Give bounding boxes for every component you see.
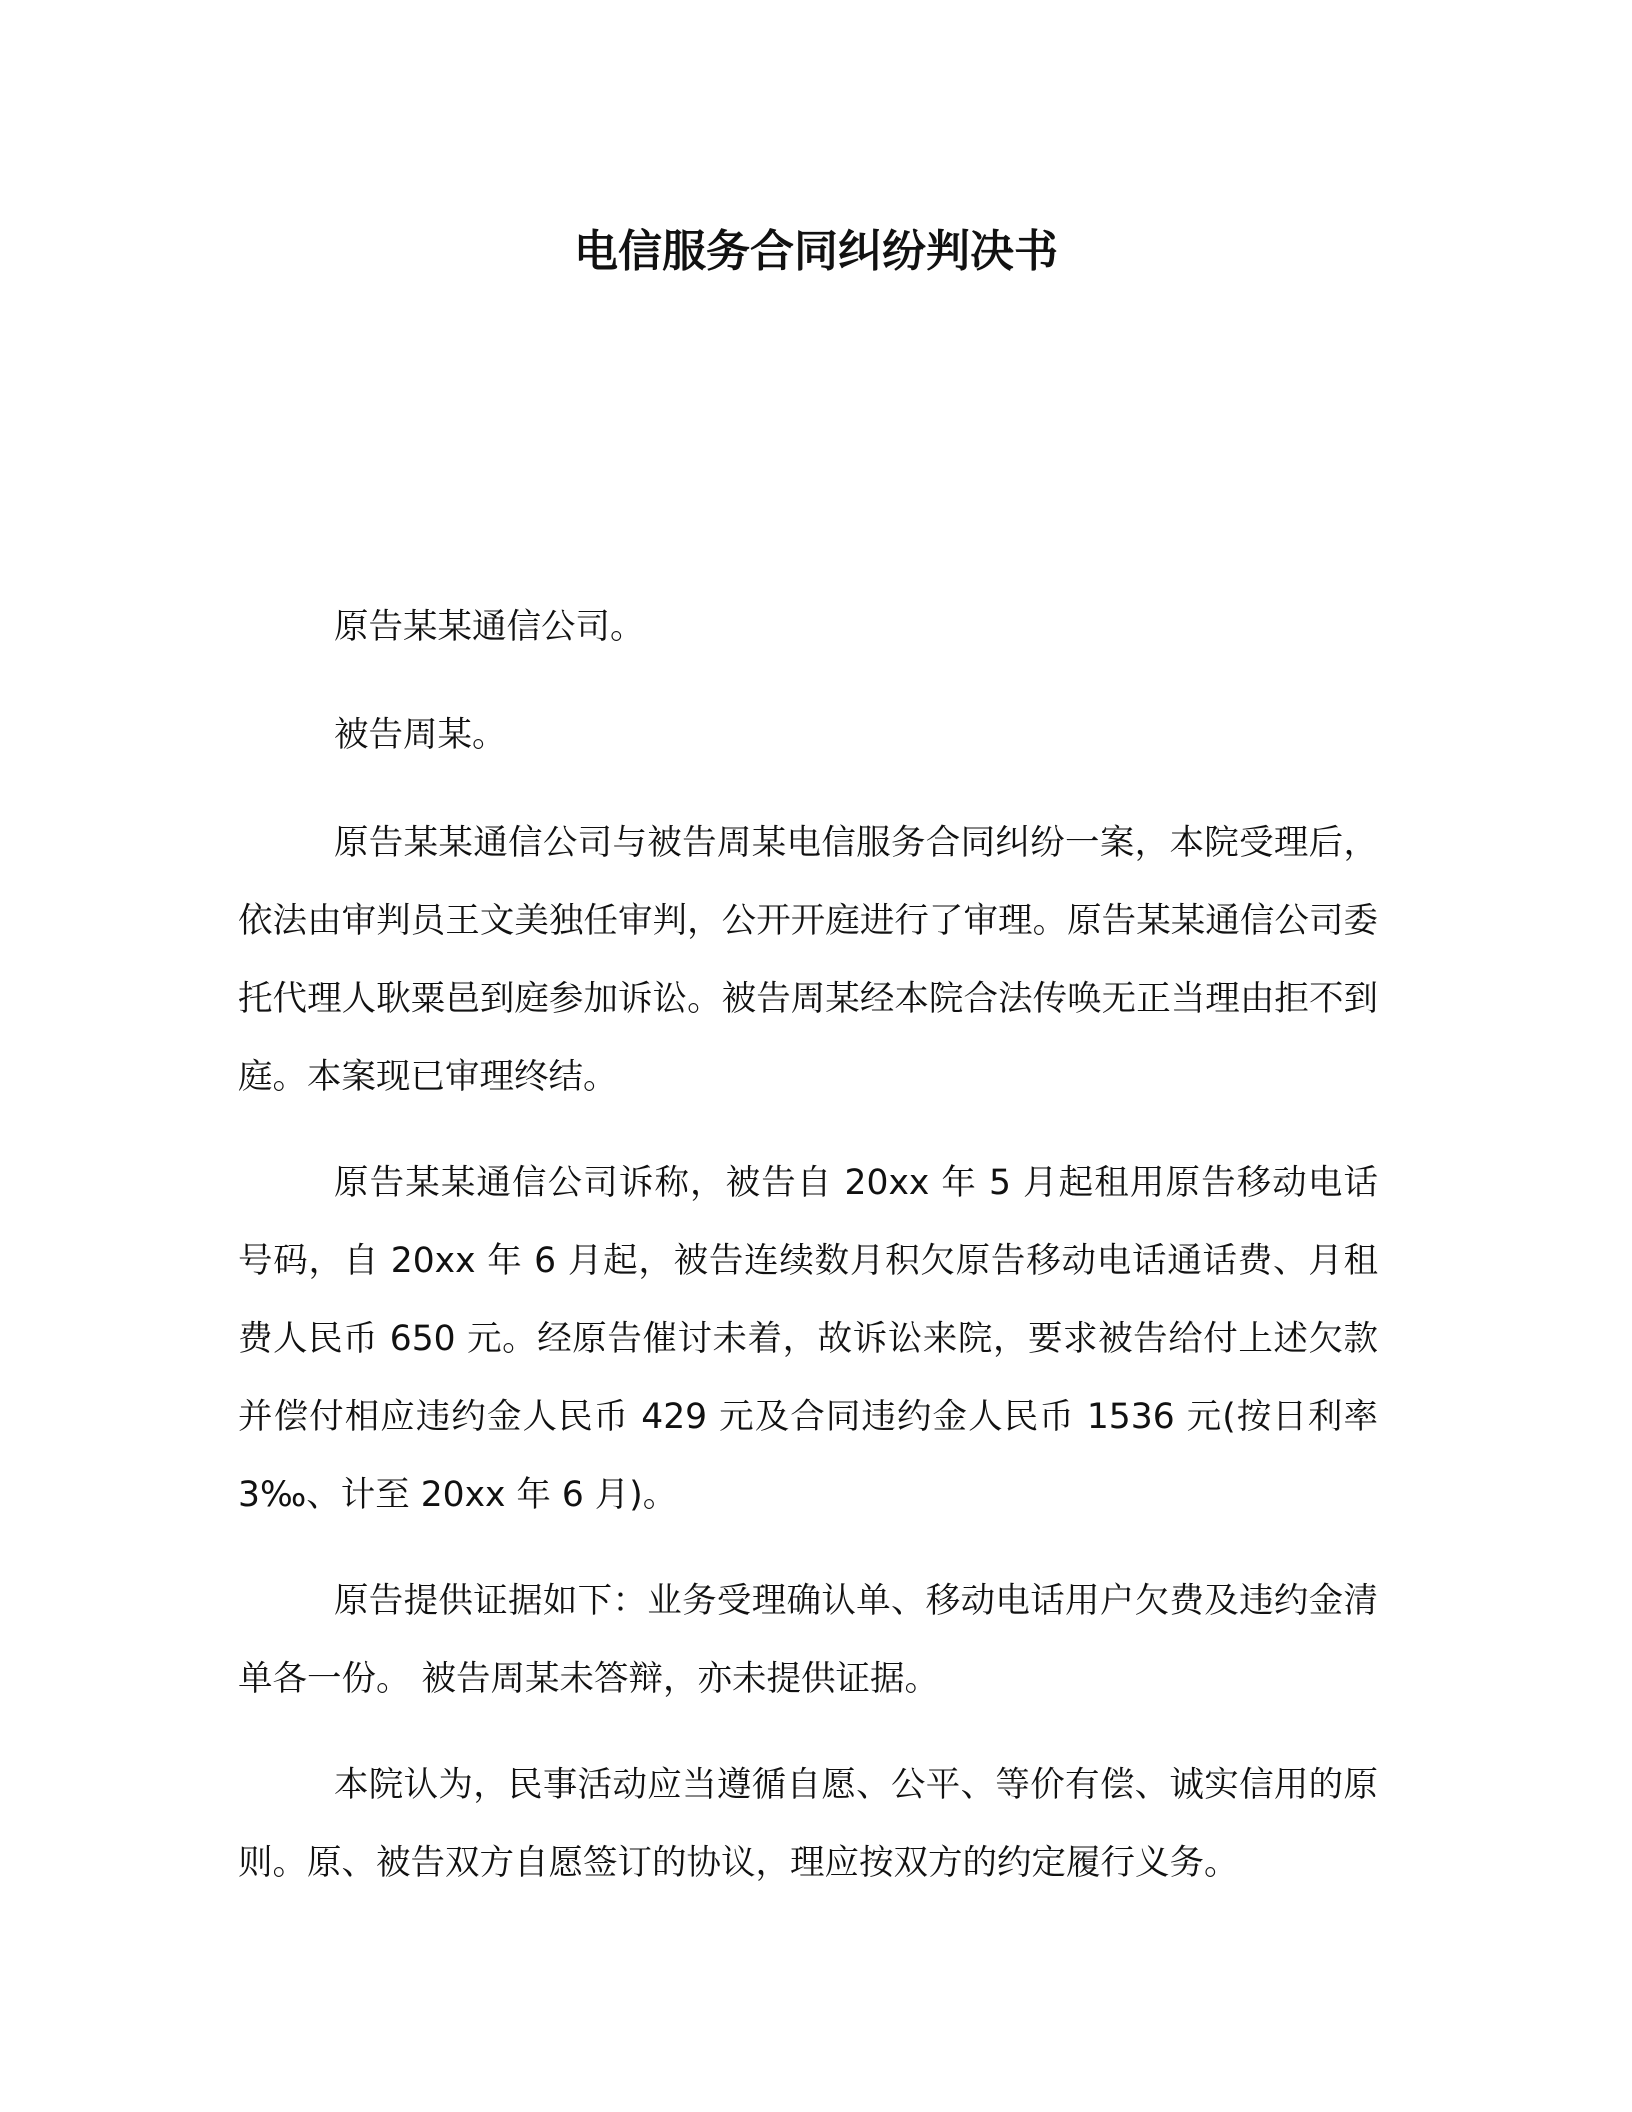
- document-body: [238, 588, 1378, 1930]
- plaintiff-claim-paragraph: 原告某某通信公司诉称，被告自 20xx 年 5 月起租用原告移动电话号码，自 20xx 年 6 月起，被告连续数月积欠原告移动电话通话费、月租费人民币 650 元。经原告催讨未着，故诉讼来院，要求被告给付上述欠款并偿付相应违约金人民币 429 元及合同违约金人民币 1536 元(按日利率 3‰、计至 20xx 年 6 月)。: [238, 1163, 1378, 1515]
- document-title: 电信服务合同纠纷判决书: [574, 226, 1058, 277]
- defendant-paragraph: 被告周某。: [334, 715, 507, 755]
- court-opinion-paragraph: 本院认为，民事活动应当遵循自愿、公平、等价有偿、诚实信用的原则。原、被告双方自愿签订的协议，理应按双方的约定履行义务。: [238, 1765, 1378, 1883]
- case-background-paragraph: 原告某某通信公司与被告周某电信服务合同纠纷一案，本院受理后，依法由审判员王文美独任审判，公开开庭进行了审理。原告某某通信公司委托代理人耿粟邑到庭参加诉讼。被告周某经本院合法传唤无正当理由拒不到庭。本案现已审理终结。: [238, 823, 1378, 1097]
- evidence-paragraph: 原告提供证据如下：业务受理确认单、移动电话用户欠费及违约金清单各一份。 被告周某未答辩，亦未提供证据。: [238, 1581, 1378, 1699]
- plaintiff-paragraph: 原告某某通信公司。: [334, 607, 645, 647]
